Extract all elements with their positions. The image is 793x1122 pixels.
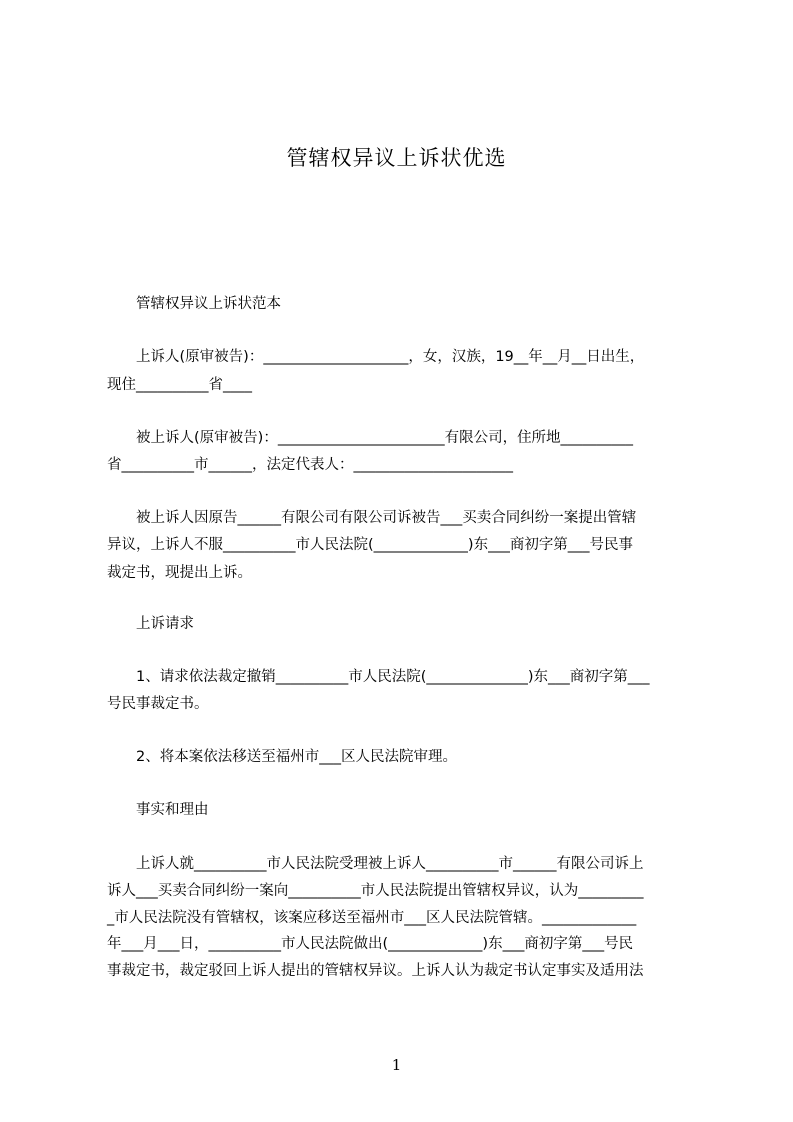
paragraph-line: 年___月___日，__________市人民法院做出(_____________)东___商初字第___号民 [107, 936, 634, 952]
paragraph-line: 异议，上诉人不服__________市人民法院(_____________)东___商初字第___号民事 [107, 537, 634, 553]
section-heading: 事实和理由 [107, 802, 209, 818]
paragraph-line: 上诉人(原审被告)：____________________，女，汉族，19__年__月__日出生， [107, 349, 645, 365]
paragraph-line: 诉人___买卖合同纠纷一案向__________市人民法院提出管辖权异议，认为_________ [107, 883, 644, 899]
section-heading: 上诉请求 [107, 616, 194, 632]
paragraph-line: 省__________市______，法定代表人：______________________ [107, 457, 513, 473]
paragraph-line: 被上诉人(原审被告)：_______________________有限公司，住所地__________ [107, 430, 634, 446]
paragraph-line: 现住__________省____ [107, 377, 252, 393]
paragraph-line: 1、请求依法裁定撤销__________市人民法院(______________)东___商初字第___ [107, 669, 650, 685]
paragraph-line: 裁定书，现提出上诉。 [107, 565, 252, 581]
paragraph-line: 号民事裁定书。 [107, 696, 209, 712]
paragraph-line: 2、将本案依法移送至福州市___区人民法院审理。 [107, 749, 457, 765]
paragraph-line: 上诉人就__________市人民法院受理被上诉人__________市______有限公司诉上 [107, 856, 644, 872]
section-heading: 管辖权异议上诉状范本 [107, 296, 281, 312]
paragraph-line: 事裁定书，裁定驳回上诉人提出的管辖权异议。上诉人认为裁定书认定事实及适用法 [107, 963, 644, 979]
page-number: 1 [391, 1056, 402, 1074]
paragraph-line: 被上诉人因原告______有限公司有限公司诉被告___买卖合同纠纷一案提出管辖 [107, 510, 637, 526]
document-title: 管辖权异议上诉状优选 [286, 146, 507, 170]
paragraph-line: _市人民法院没有管辖权，该案应移送至福州市___区人民法院管辖。_____________ [107, 910, 637, 926]
